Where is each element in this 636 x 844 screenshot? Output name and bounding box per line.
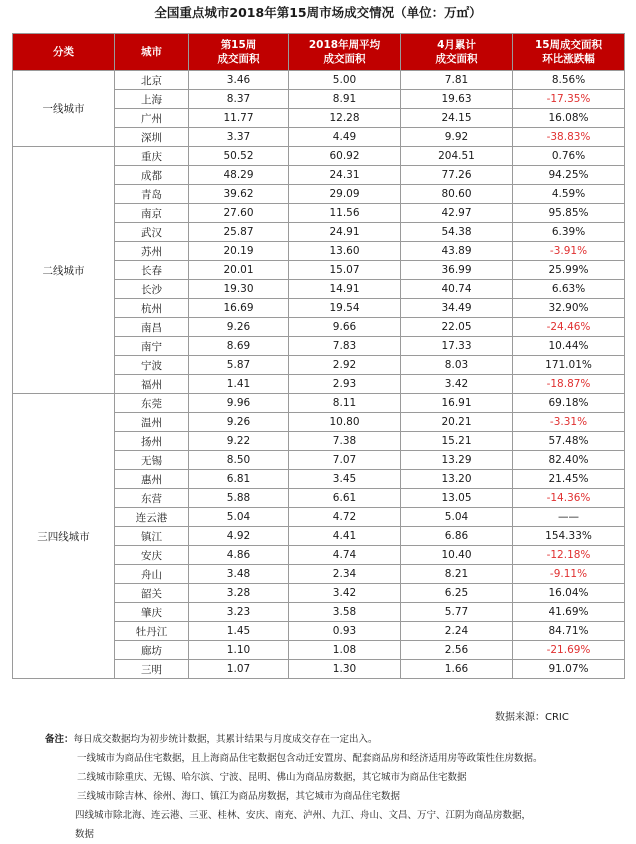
change-cell: 57.48%: [513, 432, 625, 451]
week15-cell: 6.81: [189, 470, 289, 489]
avg2018-cell: 19.54: [289, 299, 401, 318]
april-cell: 77.26: [401, 166, 513, 185]
april-cell: 17.33: [401, 337, 513, 356]
market-table: [12, 33, 625, 679]
change-cell: 41.69%: [513, 603, 625, 622]
week15-cell: 8.37: [189, 90, 289, 109]
april-cell: 10.40: [401, 546, 513, 565]
week15-cell: 1.07: [189, 660, 289, 679]
april-cell: 204.51: [401, 147, 513, 166]
data-source: 数据来源：CRIC: [495, 712, 569, 723]
week15-cell: 19.30: [189, 280, 289, 299]
april-cell: 24.15: [401, 109, 513, 128]
week15-cell: 3.23: [189, 603, 289, 622]
avg2018-cell: 29.09: [289, 185, 401, 204]
city-cell: 扬州: [115, 432, 189, 451]
april-cell: 9.92: [401, 128, 513, 147]
change-cell: 25.99%: [513, 261, 625, 280]
avg2018-cell: 2.92: [289, 356, 401, 375]
change-cell: 171.01%: [513, 356, 625, 375]
note-line: 备注：每日成交数据均为初步统计数据，其累计结果与月度成交存在一定出入。: [45, 734, 378, 745]
avg2018-cell: 3.42: [289, 584, 401, 603]
week15-cell: 25.87: [189, 223, 289, 242]
avg2018-cell: 3.58: [289, 603, 401, 622]
header-april: 4月累计 成交面积: [401, 34, 513, 71]
week15-cell: 8.69: [189, 337, 289, 356]
change-cell: -18.87%: [513, 375, 625, 394]
april-cell: 22.05: [401, 318, 513, 337]
week15-cell: 3.37: [189, 128, 289, 147]
april-cell: 8.03: [401, 356, 513, 375]
city-cell: 廊坊: [115, 641, 189, 660]
city-cell: 杭州: [115, 299, 189, 318]
header-avg2018: 2018年周平均 成交面积: [289, 34, 401, 71]
week15-cell: 8.50: [189, 451, 289, 470]
week15-cell: 50.52: [189, 147, 289, 166]
header-week15: 第15周 成交面积: [189, 34, 289, 71]
avg2018-cell: 13.60: [289, 242, 401, 261]
change-cell: 16.08%: [513, 109, 625, 128]
avg2018-cell: 11.56: [289, 204, 401, 223]
week15-cell: 16.69: [189, 299, 289, 318]
city-cell: 镇江: [115, 527, 189, 546]
city-cell: 长春: [115, 261, 189, 280]
april-cell: 6.25: [401, 584, 513, 603]
april-cell: 3.42: [401, 375, 513, 394]
table-row: [13, 394, 625, 413]
april-cell: 42.97: [401, 204, 513, 223]
city-cell: 广州: [115, 109, 189, 128]
avg2018-cell: 7.83: [289, 337, 401, 356]
header-city: 城市: [115, 34, 189, 71]
april-cell: 36.99: [401, 261, 513, 280]
week15-cell: 4.92: [189, 527, 289, 546]
avg2018-cell: 4.74: [289, 546, 401, 565]
city-cell: 苏州: [115, 242, 189, 261]
week15-cell: 20.01: [189, 261, 289, 280]
city-cell: 南宁: [115, 337, 189, 356]
avg2018-cell: 7.07: [289, 451, 401, 470]
avg2018-cell: 8.11: [289, 394, 401, 413]
april-cell: 1.66: [401, 660, 513, 679]
week15-cell: 1.45: [189, 622, 289, 641]
city-cell: 温州: [115, 413, 189, 432]
avg2018-cell: 15.07: [289, 261, 401, 280]
change-cell: -24.46%: [513, 318, 625, 337]
week15-cell: 9.22: [189, 432, 289, 451]
city-cell: 福州: [115, 375, 189, 394]
avg2018-cell: 12.28: [289, 109, 401, 128]
change-cell: -17.35%: [513, 90, 625, 109]
week15-cell: 5.87: [189, 356, 289, 375]
change-cell: -9.11%: [513, 565, 625, 584]
change-cell: 82.40%: [513, 451, 625, 470]
change-cell: -14.36%: [513, 489, 625, 508]
change-cell: -3.31%: [513, 413, 625, 432]
change-cell: -21.69%: [513, 641, 625, 660]
change-cell: 94.25%: [513, 166, 625, 185]
avg2018-cell: 6.61: [289, 489, 401, 508]
header-category: 分类: [13, 34, 115, 71]
week15-cell: 11.77: [189, 109, 289, 128]
week15-cell: 3.48: [189, 565, 289, 584]
change-cell: 10.44%: [513, 337, 625, 356]
city-cell: 深圳: [115, 128, 189, 147]
april-cell: 20.21: [401, 413, 513, 432]
city-cell: 武汉: [115, 223, 189, 242]
april-cell: 8.21: [401, 565, 513, 584]
city-cell: 三明: [115, 660, 189, 679]
april-cell: 5.04: [401, 508, 513, 527]
avg2018-cell: 4.49: [289, 128, 401, 147]
avg2018-cell: 5.00: [289, 71, 401, 90]
april-cell: 15.21: [401, 432, 513, 451]
city-cell: 肇庆: [115, 603, 189, 622]
table-row: [13, 147, 625, 166]
week15-cell: 39.62: [189, 185, 289, 204]
table-header-row: [13, 34, 625, 71]
week15-cell: 9.26: [189, 413, 289, 432]
avg2018-cell: 4.41: [289, 527, 401, 546]
avg2018-cell: 1.30: [289, 660, 401, 679]
city-cell: 南京: [115, 204, 189, 223]
header-change: 15周成交面积 环比涨跌幅: [513, 34, 625, 71]
change-cell: -12.18%: [513, 546, 625, 565]
week15-cell: 48.29: [189, 166, 289, 185]
change-cell: 16.04%: [513, 584, 625, 603]
avg2018-cell: 24.91: [289, 223, 401, 242]
change-cell: -38.83%: [513, 128, 625, 147]
table-row: [13, 71, 625, 90]
change-cell: -3.91%: [513, 242, 625, 261]
city-cell: 南昌: [115, 318, 189, 337]
april-cell: 34.49: [401, 299, 513, 318]
change-cell: ——: [513, 508, 625, 527]
note-line: 数据: [75, 829, 95, 840]
city-cell: 长沙: [115, 280, 189, 299]
change-cell: 6.39%: [513, 223, 625, 242]
avg2018-cell: 8.91: [289, 90, 401, 109]
week15-cell: 5.88: [189, 489, 289, 508]
city-cell: 安庆: [115, 546, 189, 565]
notes-label: 备注：: [45, 734, 74, 745]
avg2018-cell: 7.38: [289, 432, 401, 451]
change-cell: 0.76%: [513, 147, 625, 166]
city-cell: 宁波: [115, 356, 189, 375]
city-cell: 牡丹江: [115, 622, 189, 641]
note-line: 四线城市除北海、连云港、三亚、桂林、安庆、南充、泸州、九江、舟山、文昌、万宁、江阴为商品房数据，: [75, 810, 532, 821]
change-cell: 8.56%: [513, 71, 625, 90]
city-cell: 北京: [115, 71, 189, 90]
week15-cell: 3.46: [189, 71, 289, 90]
avg2018-cell: 4.72: [289, 508, 401, 527]
group-label: 二线城市: [13, 147, 115, 394]
week15-cell: 5.04: [189, 508, 289, 527]
group-label: 一线城市: [13, 71, 115, 147]
april-cell: 13.29: [401, 451, 513, 470]
avg2018-cell: 9.66: [289, 318, 401, 337]
april-cell: 6.86: [401, 527, 513, 546]
april-cell: 40.74: [401, 280, 513, 299]
change-cell: 84.71%: [513, 622, 625, 641]
week15-cell: 9.96: [189, 394, 289, 413]
city-cell: 东营: [115, 489, 189, 508]
city-cell: 舟山: [115, 565, 189, 584]
group-label: 三四线城市: [13, 394, 115, 679]
week15-cell: 1.41: [189, 375, 289, 394]
change-cell: 21.45%: [513, 470, 625, 489]
avg2018-cell: 60.92: [289, 147, 401, 166]
city-cell: 青岛: [115, 185, 189, 204]
change-cell: 95.85%: [513, 204, 625, 223]
avg2018-cell: 2.93: [289, 375, 401, 394]
city-cell: 连云港: [115, 508, 189, 527]
april-cell: 13.20: [401, 470, 513, 489]
avg2018-cell: 1.08: [289, 641, 401, 660]
city-cell: 成都: [115, 166, 189, 185]
city-cell: 东莞: [115, 394, 189, 413]
avg2018-cell: 0.93: [289, 622, 401, 641]
change-cell: 154.33%: [513, 527, 625, 546]
avg2018-cell: 24.31: [289, 166, 401, 185]
note-line: 三线城市除吉林、徐州、海口、镇江为商品房数据，其它城市为商品住宅数据: [77, 791, 401, 802]
change-cell: 6.63%: [513, 280, 625, 299]
week15-cell: 27.60: [189, 204, 289, 223]
note-line: 二线城市除重庆、无锡、哈尔滨、宁波、昆明、佛山为商品房数据，其它城市为商品住宅数据: [77, 772, 467, 783]
april-cell: 54.38: [401, 223, 513, 242]
april-cell: 19.63: [401, 90, 513, 109]
april-cell: 7.81: [401, 71, 513, 90]
avg2018-cell: 14.91: [289, 280, 401, 299]
april-cell: 80.60: [401, 185, 513, 204]
april-cell: 43.89: [401, 242, 513, 261]
avg2018-cell: 3.45: [289, 470, 401, 489]
april-cell: 2.24: [401, 622, 513, 641]
city-cell: 重庆: [115, 147, 189, 166]
avg2018-cell: 10.80: [289, 413, 401, 432]
week15-cell: 3.28: [189, 584, 289, 603]
change-cell: 4.59%: [513, 185, 625, 204]
week15-cell: 20.19: [189, 242, 289, 261]
april-cell: 2.56: [401, 641, 513, 660]
change-cell: 32.90%: [513, 299, 625, 318]
april-cell: 16.91: [401, 394, 513, 413]
notes: [45, 730, 625, 844]
change-cell: 69.18%: [513, 394, 625, 413]
april-cell: 13.05: [401, 489, 513, 508]
city-cell: 韶关: [115, 584, 189, 603]
week15-cell: 1.10: [189, 641, 289, 660]
week15-cell: 9.26: [189, 318, 289, 337]
city-cell: 上海: [115, 90, 189, 109]
april-cell: 5.77: [401, 603, 513, 622]
week15-cell: 4.86: [189, 546, 289, 565]
avg2018-cell: 2.34: [289, 565, 401, 584]
note-line: 一线城市为商品住宅数据，且上海商品住宅数据包含动迁安置房、配套商品房和经济适用房等政策性住房数据。: [77, 753, 543, 764]
page-title: 全国重点城市2018年第15周市场成交情况（单位：万㎡）: [154, 5, 482, 20]
city-cell: 惠州: [115, 470, 189, 489]
city-cell: 无锡: [115, 451, 189, 470]
change-cell: 91.07%: [513, 660, 625, 679]
